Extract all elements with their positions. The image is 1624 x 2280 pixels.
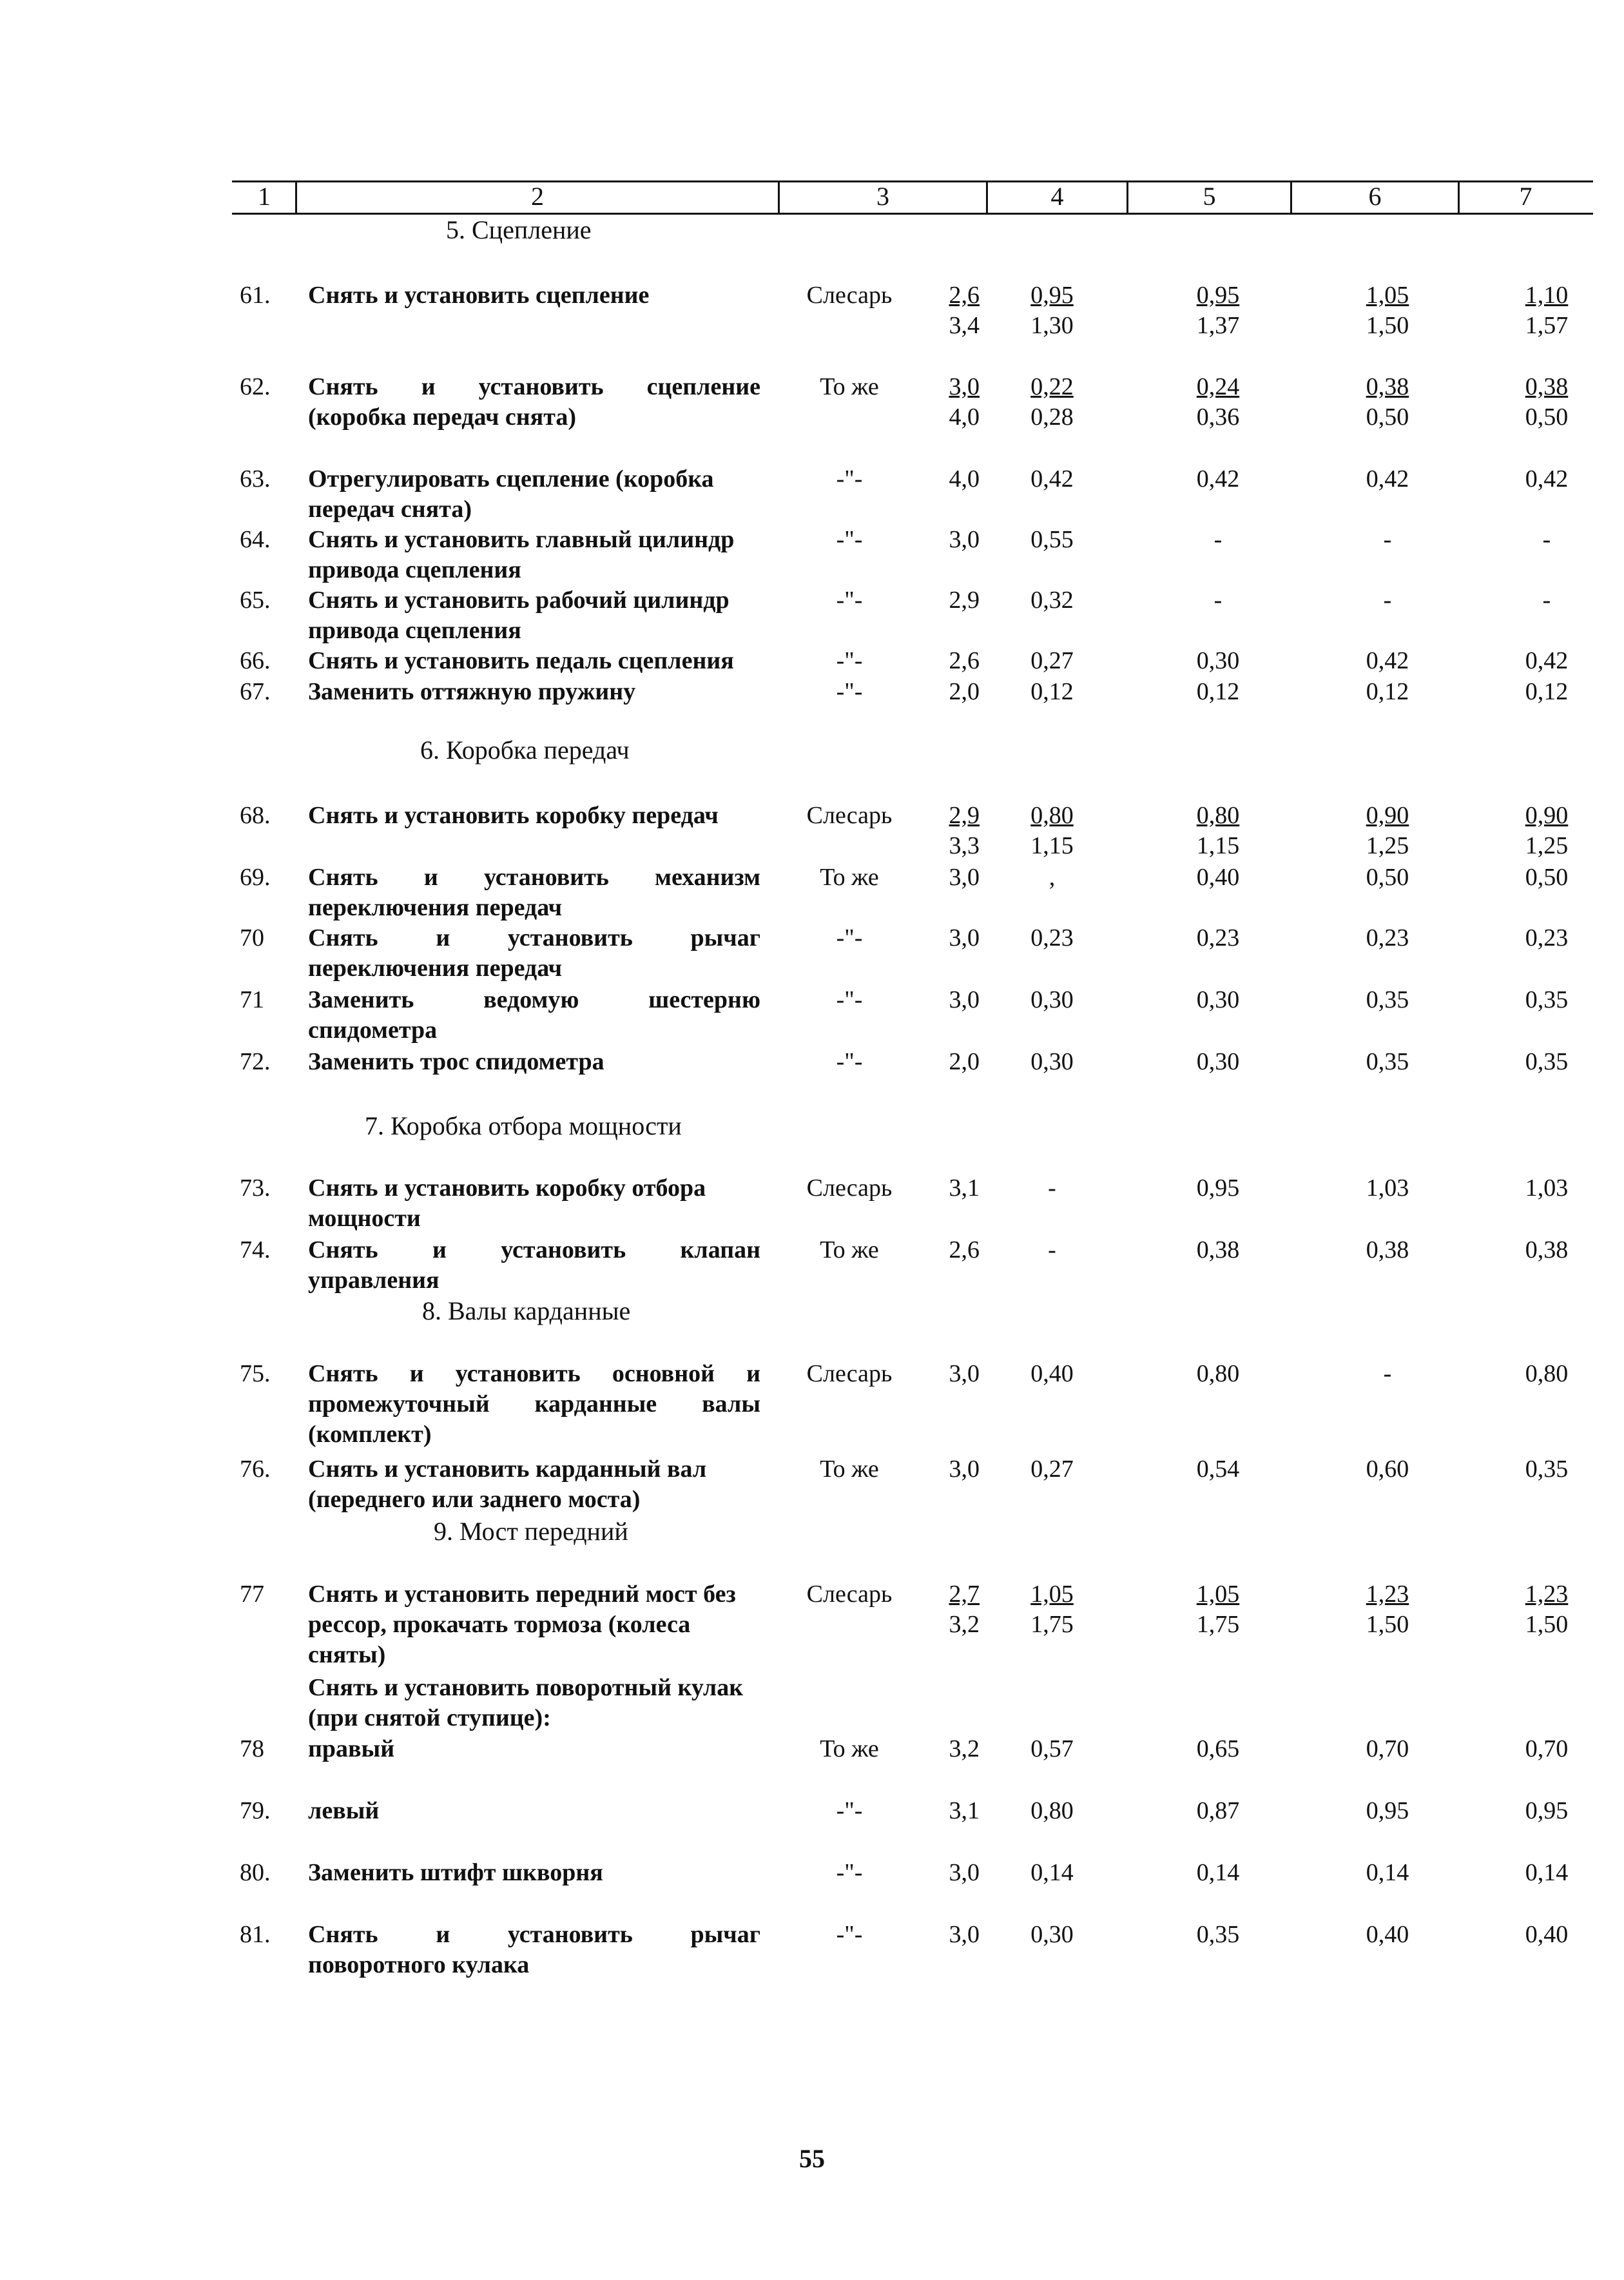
operation-line: спидометра xyxy=(308,1017,438,1044)
operation-line: Снять и установить коробку отбора xyxy=(308,1174,706,1202)
worker-role: -"- xyxy=(836,1797,863,1824)
value-c6: 0,23 xyxy=(1366,924,1409,951)
value-c6: 0,38 xyxy=(1366,1236,1409,1263)
section-heading: 9. Мост передний xyxy=(434,1517,628,1546)
value-c4 xyxy=(1005,372,1099,433)
value-c4: 0,42 xyxy=(1030,465,1074,492)
value-c6: 0,35 xyxy=(1366,986,1409,1013)
value-c3: 2,6 xyxy=(949,1236,980,1263)
row-number: 61. xyxy=(240,282,271,309)
value-c5: 0,95 xyxy=(1196,1174,1240,1202)
worker-role: То же xyxy=(820,1456,879,1483)
value-c6-line: 1,50 xyxy=(1366,312,1409,339)
operation-description xyxy=(308,1579,760,1670)
header-col-6: 6 xyxy=(1368,182,1382,211)
value-c5: 0,54 xyxy=(1196,1456,1240,1483)
value-c7: 0,35 xyxy=(1525,986,1569,1013)
operation-line: сняты) xyxy=(308,1641,386,1668)
value-c5: 0,35 xyxy=(1196,1921,1240,1948)
value-c7: - xyxy=(1542,587,1551,614)
row-number: 75. xyxy=(240,1360,271,1387)
value-c3: 3,2 xyxy=(949,1735,980,1762)
value-c5 xyxy=(1170,372,1266,433)
operation-line: (при снятой ступице): xyxy=(308,1704,551,1731)
operation-line: Снять и установить механизм xyxy=(308,864,760,891)
section-heading: 5. Сцепление xyxy=(446,215,592,244)
value-c4: 0,12 xyxy=(1030,678,1074,705)
value-c3 xyxy=(902,801,980,861)
value-c4: 0,14 xyxy=(1030,1859,1074,1886)
value-c5: 0,38 xyxy=(1196,1236,1240,1263)
operation-line: правый xyxy=(308,1735,395,1762)
section-heading: 6. Коробка передач xyxy=(420,736,630,765)
operation-description xyxy=(308,985,760,1046)
operation-line: Снять и установить педаль сцепления xyxy=(308,647,734,674)
value-c7: 0,95 xyxy=(1525,1797,1569,1824)
worker-role: То же xyxy=(820,1236,879,1263)
worker-role: -"- xyxy=(836,526,863,553)
value-c7-line: 0,90 xyxy=(1525,802,1569,829)
value-c3: 3,1 xyxy=(949,1797,980,1824)
value-c7-line: 1,57 xyxy=(1525,312,1569,339)
value-c4-line: 1,30 xyxy=(1030,312,1074,339)
value-c7 xyxy=(1505,280,1589,341)
operation-line: рессор, прокачать тормоза (колеса xyxy=(308,1611,691,1638)
worker-role: -"- xyxy=(836,465,863,492)
row-number: 76. xyxy=(240,1456,271,1483)
value-c4-line: 1,05 xyxy=(1030,1581,1074,1608)
row-number: 62. xyxy=(240,373,271,400)
value-c5-line: 1,15 xyxy=(1196,832,1240,859)
value-c7: 0,42 xyxy=(1525,647,1569,674)
operation-description xyxy=(308,1920,760,1980)
operation-line: Снять и установить рычаг xyxy=(308,1921,760,1948)
row-number: 79. xyxy=(240,1797,271,1824)
value-c4 xyxy=(1005,801,1099,861)
value-c7: 0,14 xyxy=(1525,1859,1569,1886)
value-c3-line: 3,3 xyxy=(949,832,980,859)
value-c5: - xyxy=(1213,587,1223,614)
value-c4: 0,57 xyxy=(1030,1735,1074,1762)
value-c3-line: 3,0 xyxy=(949,373,980,400)
value-c7: 0,80 xyxy=(1525,1360,1569,1387)
row-number: 77 xyxy=(240,1581,264,1608)
value-c3: 3,0 xyxy=(949,1360,980,1387)
operation-line: левый xyxy=(308,1797,380,1824)
value-c6: 0,14 xyxy=(1366,1859,1409,1886)
header-col-7: 7 xyxy=(1519,182,1532,211)
value-c5-line: 1,75 xyxy=(1196,1611,1240,1638)
value-c4 xyxy=(1005,1579,1099,1640)
value-c4: 0,27 xyxy=(1030,647,1074,674)
value-c3 xyxy=(902,372,980,433)
header-col-5: 5 xyxy=(1203,182,1216,211)
operation-line: Снять и установить основной и xyxy=(308,1360,760,1387)
value-c3: 3,0 xyxy=(949,526,980,553)
operation-description xyxy=(308,801,760,831)
value-c3: 3,0 xyxy=(949,986,980,1013)
worker-role: -"- xyxy=(836,986,863,1013)
value-c5: 0,40 xyxy=(1196,864,1240,891)
worker-role: -"- xyxy=(836,678,863,705)
value-c6-line: 1,25 xyxy=(1366,832,1409,859)
row-number: 65. xyxy=(240,587,271,614)
value-c4-line: 0,95 xyxy=(1030,282,1074,309)
value-c5: 0,30 xyxy=(1196,986,1240,1013)
value-c5: 0,87 xyxy=(1196,1797,1240,1824)
row-number: 71 xyxy=(240,986,264,1013)
value-c5: 0,23 xyxy=(1196,924,1240,951)
row-number: 70 xyxy=(240,924,264,951)
value-c4: 0,55 xyxy=(1030,526,1074,553)
value-c5: 0,65 xyxy=(1196,1735,1240,1762)
value-c4: 0,30 xyxy=(1030,1921,1074,1948)
operation-description xyxy=(308,1673,760,1733)
operation-line: Снять и установить рабочий цилиндр xyxy=(308,587,730,614)
value-c5 xyxy=(1170,280,1266,341)
operation-description xyxy=(308,1734,760,1764)
value-c5: 0,14 xyxy=(1196,1859,1240,1886)
operation-description xyxy=(308,280,760,311)
operation-description xyxy=(308,862,760,923)
operation-line: переключения передач xyxy=(308,894,563,921)
row-number: 66. xyxy=(240,647,271,674)
value-c6-line: 1,05 xyxy=(1366,282,1409,309)
value-c7 xyxy=(1505,372,1589,433)
row-number: 63. xyxy=(240,465,271,492)
value-c3: 2,0 xyxy=(949,678,980,705)
value-c3: 2,9 xyxy=(949,587,980,614)
operation-line: управления xyxy=(308,1267,440,1294)
value-c5 xyxy=(1170,801,1266,861)
value-c7: 0,12 xyxy=(1525,678,1569,705)
row-number: 74. xyxy=(240,1236,271,1263)
value-c7-line: 1,10 xyxy=(1525,282,1569,309)
value-c7: 0,70 xyxy=(1525,1735,1569,1762)
value-c4 xyxy=(1005,280,1099,341)
value-c3: 4,0 xyxy=(949,465,980,492)
value-c6: 0,50 xyxy=(1366,864,1409,891)
row-number: 69. xyxy=(240,864,271,891)
operation-line: Заменить трос спидометра xyxy=(308,1048,604,1075)
value-c7-line: 0,50 xyxy=(1525,404,1569,431)
value-c7 xyxy=(1505,1579,1589,1640)
value-c6 xyxy=(1339,1579,1436,1640)
value-c5-line: 1,37 xyxy=(1196,312,1240,339)
operation-line: Заменить ведомую шестерню xyxy=(308,986,760,1013)
operation-line: Снять и установить поворотный кулак xyxy=(308,1674,744,1701)
value-c5 xyxy=(1170,1579,1266,1640)
operation-line: промежуточный карданные валы xyxy=(308,1390,760,1418)
worker-role: То же xyxy=(820,373,879,400)
value-c5: 0,80 xyxy=(1196,1360,1240,1387)
value-c6: 1,03 xyxy=(1366,1174,1409,1202)
row-number: 80. xyxy=(240,1859,271,1886)
value-c6: 0,70 xyxy=(1366,1735,1409,1762)
operation-description xyxy=(308,677,760,707)
operation-line: (комплект) xyxy=(308,1421,432,1448)
operation-description xyxy=(308,1359,760,1450)
value-c7 xyxy=(1505,801,1589,861)
operation-line: Снять и установить сцепление xyxy=(308,282,650,309)
operation-line: привода сцепления xyxy=(308,617,521,644)
worker-role: То же xyxy=(820,1735,879,1762)
value-c6 xyxy=(1339,372,1436,433)
value-c7: 0,38 xyxy=(1525,1236,1569,1263)
page-number: 55 xyxy=(799,2144,825,2173)
value-c4-line: 1,15 xyxy=(1030,832,1074,859)
operation-line: привода сцепления xyxy=(308,556,521,583)
header-col-3: 3 xyxy=(876,182,889,211)
value-c6 xyxy=(1339,801,1436,861)
value-c7-line: 1,50 xyxy=(1525,1611,1569,1638)
operation-line: передач снята) xyxy=(308,496,472,523)
value-c7: 0,35 xyxy=(1525,1456,1569,1483)
row-number: 68. xyxy=(240,802,271,829)
value-c4-line: 0,80 xyxy=(1030,802,1074,829)
header-col-2: 2 xyxy=(531,182,544,211)
worker-role: -"- xyxy=(836,587,863,614)
operation-line: Снять и установить коробку передач xyxy=(308,802,719,829)
worker-role: То же xyxy=(820,864,879,891)
operation-line: мощности xyxy=(308,1205,421,1232)
row-number: 72. xyxy=(240,1048,271,1075)
value-c5: 0,30 xyxy=(1196,1048,1240,1075)
value-c6-line: 0,90 xyxy=(1366,802,1409,829)
value-c7: 0,23 xyxy=(1525,924,1569,951)
value-c4-line: 0,22 xyxy=(1030,373,1074,400)
operation-description xyxy=(308,923,760,984)
row-number: 67. xyxy=(240,678,271,705)
operation-description xyxy=(308,1235,760,1296)
value-c6: - xyxy=(1383,526,1392,553)
value-c4: 0,30 xyxy=(1030,986,1074,1013)
value-c4: - xyxy=(1048,1174,1056,1202)
value-c4: , xyxy=(1049,864,1056,891)
value-c7: 0,35 xyxy=(1525,1048,1569,1075)
value-c5-line: 0,80 xyxy=(1196,802,1240,829)
worker-role: Слесарь xyxy=(806,1174,893,1202)
value-c3: 2,0 xyxy=(949,1048,980,1075)
value-c6-line: 1,50 xyxy=(1366,1611,1409,1638)
header-col-4: 4 xyxy=(1050,182,1064,211)
value-c7-line: 1,25 xyxy=(1525,832,1569,859)
operation-line: Снять и установить рычаг xyxy=(308,924,760,951)
row-number: 81. xyxy=(240,1921,271,1948)
operation-line: Снять и установить клапан xyxy=(308,1236,760,1263)
value-c5-line: 0,36 xyxy=(1196,404,1240,431)
row-number: 78 xyxy=(240,1735,264,1762)
value-c3: 3,0 xyxy=(949,1921,980,1948)
header-col-1: 1 xyxy=(258,182,271,211)
value-c6: 0,35 xyxy=(1366,1048,1409,1075)
value-c6: 0,40 xyxy=(1366,1921,1409,1948)
value-c3: 3,0 xyxy=(949,924,980,951)
value-c5: 0,12 xyxy=(1196,678,1240,705)
section-heading: 7. Коробка отбора мощности xyxy=(365,1111,682,1140)
value-c6-line: 0,50 xyxy=(1366,404,1409,431)
value-c6: 0,60 xyxy=(1366,1456,1409,1483)
operation-description xyxy=(308,1858,760,1888)
value-c3-line: 3,4 xyxy=(949,312,980,339)
operation-line: Снять и установить главный цилиндр xyxy=(308,526,735,553)
value-c5-line: 1,05 xyxy=(1196,1581,1240,1608)
worker-role: Слесарь xyxy=(806,1360,893,1387)
value-c6: 0,42 xyxy=(1366,647,1409,674)
value-c6: 0,42 xyxy=(1366,465,1409,492)
value-c7: 1,03 xyxy=(1525,1174,1569,1202)
operation-description xyxy=(308,525,760,585)
operation-line: Отрегулировать сцепление (коробка xyxy=(308,465,714,492)
operation-line: (переднего или заднего моста) xyxy=(308,1486,641,1513)
operation-line: (коробка передач снята) xyxy=(308,404,576,431)
worker-role: -"- xyxy=(836,647,863,674)
value-c3-line: 2,6 xyxy=(949,282,980,309)
worker-role: -"- xyxy=(836,924,863,951)
value-c4: - xyxy=(1048,1236,1056,1263)
value-c4-line: 0,28 xyxy=(1030,404,1074,431)
value-c3: 3,1 xyxy=(949,1174,980,1202)
operation-description xyxy=(308,464,760,525)
value-c4: 0,30 xyxy=(1030,1048,1074,1075)
value-c3: 3,0 xyxy=(949,1456,980,1483)
operation-description xyxy=(308,646,760,676)
value-c6 xyxy=(1339,280,1436,341)
operation-line: Заменить штифт шкворня xyxy=(308,1859,603,1886)
worker-role: Слесарь xyxy=(806,282,893,309)
operation-description xyxy=(308,1796,760,1826)
operation-line: Снять и установить передний мост без xyxy=(308,1581,736,1608)
row-number: 64. xyxy=(240,526,271,553)
worker-role: Слесарь xyxy=(806,1581,893,1608)
value-c3-line: 2,7 xyxy=(949,1581,980,1608)
value-c7: - xyxy=(1542,526,1551,553)
value-c5: 0,42 xyxy=(1196,465,1240,492)
value-c4-line: 1,75 xyxy=(1030,1611,1074,1638)
operation-line: переключения передач xyxy=(308,955,563,982)
value-c6-line: 1,23 xyxy=(1366,1581,1409,1608)
value-c3: 3,0 xyxy=(949,864,980,891)
worker-role: Слесарь xyxy=(806,802,893,829)
value-c4: 0,40 xyxy=(1030,1360,1074,1387)
operation-line: поворотного кулака xyxy=(308,1951,530,1978)
operation-description xyxy=(308,1454,760,1515)
value-c4: 0,32 xyxy=(1030,587,1074,614)
operation-description xyxy=(308,1047,760,1077)
operation-line: Снять и установить карданный вал xyxy=(308,1456,707,1483)
value-c6: - xyxy=(1383,1360,1392,1387)
value-c4: 0,23 xyxy=(1030,924,1074,951)
value-c3-line: 2,9 xyxy=(949,802,980,829)
row-number: 73. xyxy=(240,1174,271,1202)
value-c6-line: 0,38 xyxy=(1366,373,1409,400)
value-c4: 0,80 xyxy=(1030,1797,1074,1824)
value-c6: - xyxy=(1383,587,1392,614)
value-c4: 0,27 xyxy=(1030,1456,1074,1483)
value-c5-line: 0,24 xyxy=(1196,373,1240,400)
value-c3 xyxy=(902,1579,980,1640)
value-c7: 0,40 xyxy=(1525,1921,1569,1948)
value-c7-line: 0,38 xyxy=(1525,373,1569,400)
value-c7: 0,50 xyxy=(1525,864,1569,891)
value-c6: 0,95 xyxy=(1366,1797,1409,1824)
value-c3-line: 4,0 xyxy=(949,404,980,431)
value-c3-line: 3,2 xyxy=(949,1611,980,1638)
section-heading: 8. Валы карданные xyxy=(422,1296,631,1325)
value-c5: 0,30 xyxy=(1196,647,1240,674)
value-c3 xyxy=(902,280,980,341)
operation-line: Снять и установить сцепление xyxy=(308,373,760,400)
worker-role: -"- xyxy=(836,1921,863,1948)
value-c7: 0,42 xyxy=(1525,465,1569,492)
operation-description xyxy=(308,585,760,646)
value-c6: 0,12 xyxy=(1366,678,1409,705)
header-bottom-rule xyxy=(232,213,1593,215)
value-c7-line: 1,23 xyxy=(1525,1581,1569,1608)
operation-description xyxy=(308,1173,760,1234)
value-c5: - xyxy=(1213,526,1223,553)
value-c3: 2,6 xyxy=(949,647,980,674)
value-c5-line: 0,95 xyxy=(1196,282,1240,309)
operation-line: Заменить оттяжную пружину xyxy=(308,678,636,705)
worker-role: -"- xyxy=(836,1859,863,1886)
worker-role: -"- xyxy=(836,1048,863,1075)
value-c3: 3,0 xyxy=(949,1859,980,1886)
operation-description xyxy=(308,372,760,433)
